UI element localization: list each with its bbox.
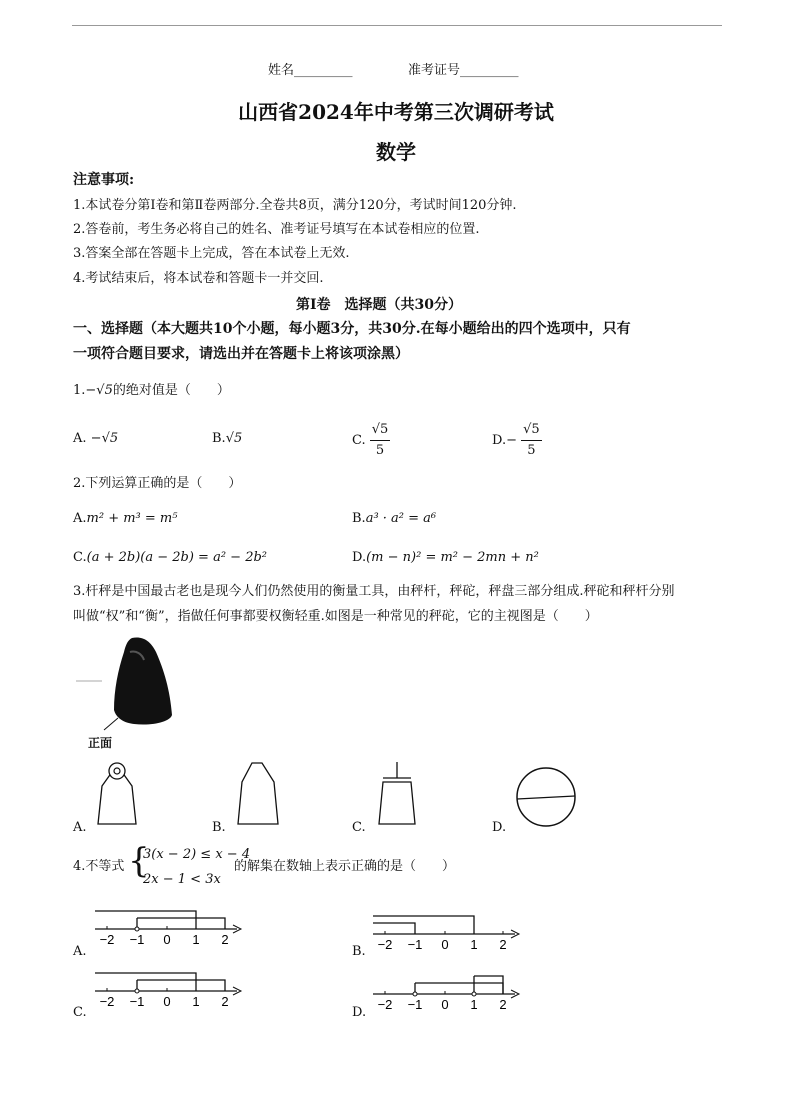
number-line-tick-label: −1 bbox=[407, 997, 423, 1012]
option-label: B. bbox=[212, 431, 226, 446]
brace: { bbox=[128, 841, 150, 881]
q4-number-line-c bbox=[95, 967, 245, 1012]
q4-option-c[interactable]: C. bbox=[73, 1005, 87, 1020]
number-line-tick-label: 1 bbox=[192, 932, 200, 947]
q4-number-line-b bbox=[373, 910, 523, 955]
option-label: B. bbox=[352, 511, 366, 526]
q3-stem-line2: 叫做“权”和“衡”，指做任何事都要权衡轻重.如图是一种常见的秤砣，它的主视图是（ ） bbox=[73, 609, 598, 624]
fraction-numerator: √5 bbox=[370, 420, 391, 441]
option-label: C. bbox=[352, 433, 366, 448]
number-line-tick-label: 1 bbox=[192, 994, 200, 1009]
q2-option-c[interactable] bbox=[73, 549, 267, 567]
number-line-tick-label: 2 bbox=[499, 997, 507, 1012]
section-instructions-line2: 一项符合题目要求，请选出并在答题卡上将该项涂黑） bbox=[73, 346, 409, 362]
q1-option-a[interactable] bbox=[73, 430, 118, 448]
fraction-denominator: 5 bbox=[375, 443, 385, 458]
q3-option-d[interactable]: D. bbox=[492, 820, 507, 835]
option-value: −√5 bbox=[90, 431, 119, 446]
number-line-tick-label: 2 bbox=[221, 932, 229, 947]
top-rule bbox=[72, 25, 722, 26]
solution-set-bracket bbox=[95, 911, 196, 929]
q3-stem-line1: 3.杆秤是中国最古老也是现今人们仍然使用的衡量工具，由秤杆，秤砣，秤盘三部分组成.秤砣和秤杆分别 bbox=[73, 584, 675, 599]
name-field-label: 姓名_________ bbox=[268, 63, 353, 78]
number-line-tick-label: 0 bbox=[163, 932, 171, 947]
steelyard-weight-photo bbox=[72, 630, 192, 750]
option-value: a³ · a² = a⁶ bbox=[365, 511, 437, 526]
number-line-tick-label: −1 bbox=[129, 932, 145, 947]
number-line-tick-label: 0 bbox=[441, 937, 449, 952]
option-label: C. bbox=[73, 550, 87, 565]
notes-heading: 注意事项: bbox=[73, 172, 135, 188]
q3-option-b-drawing bbox=[232, 760, 282, 826]
option-value: (m − n)² = m² − 2mn + n² bbox=[366, 550, 539, 565]
q3-option-c[interactable]: C. bbox=[352, 820, 366, 835]
endpoint-marker bbox=[135, 927, 139, 931]
q3-option-c-drawing bbox=[370, 760, 420, 826]
option-label: D. bbox=[352, 550, 367, 565]
number-line-tick-label: −2 bbox=[99, 994, 115, 1009]
solution-set-bracket bbox=[137, 980, 225, 991]
option-value: m² + m³ = m⁵ bbox=[86, 511, 178, 526]
solution-set-bracket bbox=[474, 976, 503, 994]
number-line-svg bbox=[373, 970, 523, 1015]
section-instructions-line1: 一、选择题（本大题共10个小题，每小题3分，共30分.在每小题给出的四个选项中，只有 bbox=[73, 321, 631, 337]
number-line-tick-label: −2 bbox=[377, 937, 393, 952]
q1-option-c[interactable] bbox=[352, 420, 390, 461]
subject-title: 数学 bbox=[376, 140, 416, 164]
number-line-tick-label: 0 bbox=[441, 997, 449, 1012]
solution-set-bracket bbox=[373, 916, 474, 934]
option-label: A. bbox=[73, 431, 87, 446]
note-item: 3.答案全部在答题卡上完成，答在本试卷上无效. bbox=[73, 246, 350, 261]
q1-number: 1. bbox=[73, 383, 86, 398]
exam-title: 山西省2024年中考第三次调研考试 bbox=[238, 100, 554, 124]
q2-option-d[interactable] bbox=[352, 549, 539, 567]
number-line-tick-label: 1 bbox=[470, 997, 478, 1012]
number-line-tick-label: −1 bbox=[407, 937, 423, 952]
q1-stem-text: 的绝对值是（ ） bbox=[112, 383, 230, 398]
q4-prefix: 4.不等式 bbox=[73, 859, 125, 874]
note-item: 1.本试卷分第Ⅰ卷和第Ⅱ卷两部分.全卷共8页，满分120分，考试时间120分钟. bbox=[73, 198, 517, 213]
solution-set-bracket bbox=[137, 918, 225, 929]
option-label: D. bbox=[492, 433, 507, 448]
q2-option-b[interactable] bbox=[352, 510, 436, 528]
fraction bbox=[521, 420, 542, 461]
q4-suffix: 的解集在数轴上表示正确的是（ ） bbox=[234, 859, 456, 874]
q1-option-d[interactable] bbox=[492, 420, 542, 461]
number-line-tick-label: −2 bbox=[99, 932, 115, 947]
q4-inequality-1: 3(x − 2) ≤ x − 4 bbox=[143, 847, 251, 862]
q4-number-line-d bbox=[373, 970, 523, 1015]
number-line-tick-label: −1 bbox=[129, 994, 145, 1009]
q2-stem: 2.下列运算正确的是（ ） bbox=[73, 476, 242, 491]
endpoint-marker bbox=[472, 992, 476, 996]
q3-option-a[interactable]: A. bbox=[73, 820, 87, 835]
q1-option-b[interactable] bbox=[212, 430, 242, 448]
q2-option-a[interactable] bbox=[73, 510, 177, 528]
q4-option-d[interactable]: D. bbox=[352, 1005, 367, 1020]
q4-option-b[interactable]: B. bbox=[352, 944, 366, 959]
fraction bbox=[370, 420, 391, 461]
option-label: A. bbox=[73, 511, 87, 526]
note-item: 2.答卷前，考生务必将自己的姓名、准考证号填写在本试卷相应的位置. bbox=[73, 222, 480, 237]
q3-option-b[interactable]: B. bbox=[212, 820, 226, 835]
q4-number-line-a bbox=[95, 905, 245, 950]
fraction-numerator: √5 bbox=[521, 420, 542, 441]
number-line-svg bbox=[373, 910, 523, 955]
q1-stem-math: −√5 bbox=[85, 383, 113, 398]
photo-caption: 正面 bbox=[88, 736, 113, 750]
q4-inequality-2: 2x − 1 < 3x bbox=[143, 872, 221, 887]
solution-set-bracket bbox=[415, 983, 503, 994]
section-title: 第Ⅰ卷 选择题（共30分） bbox=[296, 297, 463, 313]
fraction-denominator: 5 bbox=[527, 443, 536, 458]
solution-set-bracket bbox=[373, 923, 415, 934]
number-line-svg bbox=[95, 905, 245, 950]
endpoint-marker bbox=[413, 992, 417, 996]
option-value: (a + 2b)(a − 2b) = a² − 2b² bbox=[86, 550, 267, 565]
number-line-tick-label: 2 bbox=[221, 994, 229, 1009]
option-sign: − bbox=[506, 433, 517, 448]
q3-option-d-drawing bbox=[515, 766, 581, 832]
q4-option-a[interactable]: A. bbox=[73, 944, 87, 959]
q3-option-a-drawing bbox=[92, 760, 142, 826]
number-line-tick-label: 0 bbox=[163, 994, 171, 1009]
exam-id-field-label: 准考证号_________ bbox=[408, 63, 519, 78]
q1-stem bbox=[73, 382, 230, 400]
solution-set-bracket bbox=[95, 973, 196, 991]
number-line-svg bbox=[95, 967, 245, 1012]
number-line-tick-label: 1 bbox=[470, 937, 478, 952]
endpoint-marker bbox=[135, 989, 139, 993]
number-line-tick-label: −2 bbox=[377, 997, 393, 1012]
number-line-tick-label: 2 bbox=[499, 937, 507, 952]
option-value: √5 bbox=[225, 431, 243, 446]
note-item: 4.考试结束后，将本试卷和答题卡一并交回. bbox=[73, 271, 324, 286]
